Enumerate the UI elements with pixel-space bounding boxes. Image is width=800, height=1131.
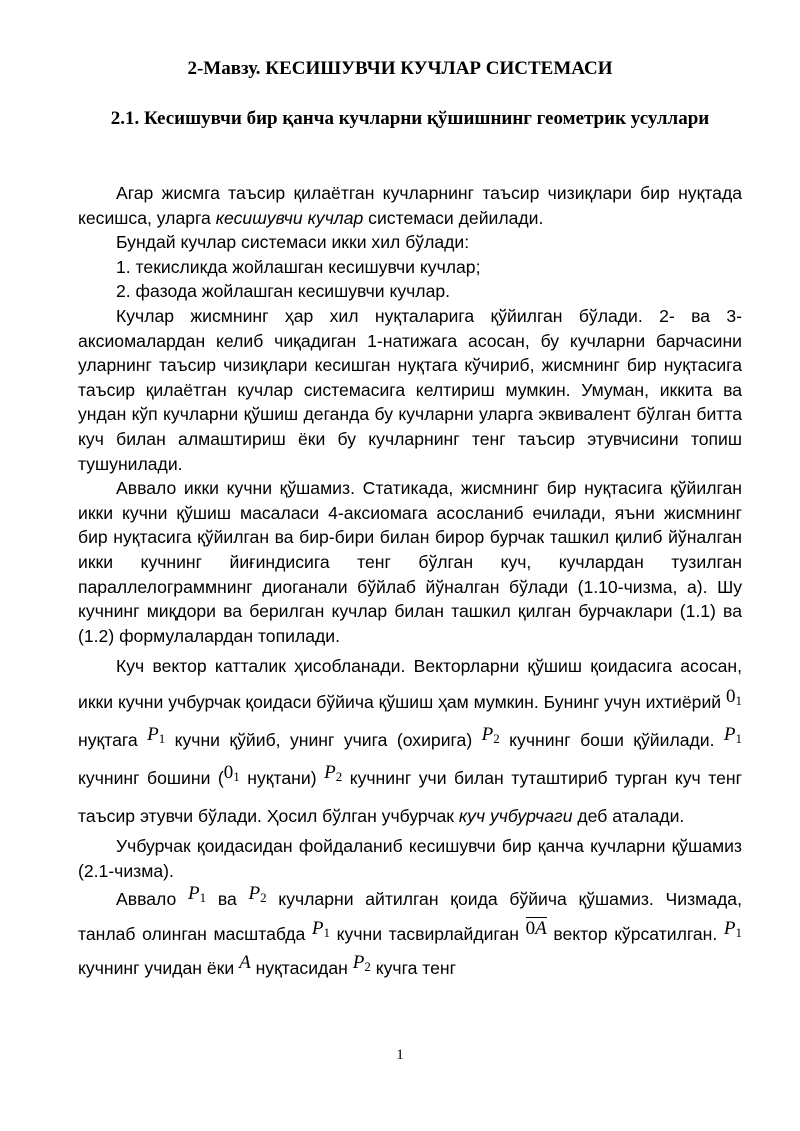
paragraph-triangle-rule [78, 648, 742, 834]
text-run: системаси дейилади. [363, 207, 544, 228]
symbol-A: A [239, 952, 251, 974]
text-run: кучларни айтилган қоида бўйича қўшамиз. Чизмада, танлаб олинган масштабда [78, 889, 742, 944]
paragraph-first-step [78, 883, 742, 987]
list-item-planar: 1. текисликда жойлашган кесишувчи кучлар; [116, 256, 481, 277]
symbol-O1: 01 [223, 762, 240, 785]
text-run: ва [206, 889, 249, 910]
chapter-title: 2-Мавзу. КЕСИШУВЧИ КУЧЛАР СИСТЕМАСИ [187, 58, 613, 79]
symbol-P1: P1 [147, 724, 166, 747]
text-run: нуқтага [78, 730, 148, 751]
vector-0A: 0A [525, 917, 547, 939]
symbol-P1: P1 [723, 724, 743, 747]
symbol-P2: P2 [481, 724, 500, 747]
paragraph-multiple-forces: Учбурчак қоидасидан фойдаланиб кесишувчи бир қанча кучларни қўшамиз (2.1-чизма). [78, 836, 742, 881]
emphasis-term: кесишувчи кучлар [215, 207, 364, 228]
paragraph-types-intro: Бундай кучлар системаси икки хил бўлади: [116, 232, 470, 253]
text-run: Аввало [116, 889, 188, 910]
symbol-P1: P1 [187, 883, 207, 906]
text-run: кучни тасвирлайдиган [330, 923, 526, 944]
paragraph-two-forces: Аввало икки кучни қўшамиз. Статикада, жисмнинг бир нуқтасига қўйилган икки кучни қўшиш масаласи 4-аксиомага асосланиб ечилади, яъни жисмнинг бир нуқтасига қўйилган ва бир-бири билан бирор бурчак ташкил қилиб йўналган икки кучнинг йиғиндисига тенг бўлган куч, кучлардан тузилган параллелограммнинг диоганали бўйлаб йўналган бўлади (1.10-чизма, а). Шу кучнинг миқдори ва берилган кучлар билан ташкил қилган бурчаклари (1.1) ва (1.2) формулалардан топилади. [78, 478, 742, 646]
symbol-P2: P2 [248, 883, 267, 906]
text-run: Куч вектор катталик ҳисобланади. Векторларни қўшиш қоидасига асосан, икки кучни учбурчак қоидаси бўйича қўшиш ҳам мумкин. Бунинг учун ихтиёрий [78, 656, 742, 713]
text-run: вектор кўрсатилган. [546, 923, 724, 944]
text-run: кучнинг боши қўйилади. [499, 730, 724, 751]
body-text [78, 181, 742, 987]
text-run: нуқтасидан [250, 958, 353, 979]
page-number: 1 [396, 1047, 404, 1063]
symbol-P1: P1 [311, 917, 330, 940]
text-run: кучнинг бошини ( [78, 768, 224, 789]
list-item-spatial: 2. фазода жойлашган кесишувчи кучлар. [116, 281, 451, 302]
symbol-P2: P2 [324, 762, 343, 785]
text-run: кучнинг учидан ёки [78, 958, 240, 979]
emphasis-term: куч учбурчаги [458, 806, 573, 827]
text-run: кучнинг учи билан туташтириб турган куч тенг таъсир этувчи бўлади. Ҳосил бўлган учбурчак [78, 768, 742, 827]
text-run: кучга тенг [370, 958, 457, 979]
symbol-P2: P2 [352, 952, 371, 975]
paragraph-definition [78, 181, 742, 230]
paragraph-reduction: Кучлар жисмнинг ҳар хил нуқталарига қўйилган бўлади. 2- ва 3-аксиомалардан келиб чиқадиган 1-натижага асосан, бу кучларни барчасини уларнинг таъсир чизиқлари кесишган нуқтага кўчириб, жисмнинг бир нуқтасига таъсир қилаётган кучлар системасига келтириш мумкин. Умуман, иккита ва ундан кўп кучларни қўшиш деганда бу кучларни уларга эквивалент бўлган битта куч билан алмаштириш ёки бу кучларнинг тенг таъсир этувчисини топиш тушунилади. [78, 305, 742, 474]
symbol-O1: 01 [726, 686, 742, 709]
section-title: 2.1. Кесишувчи бир қанча кучларни қўшишнинг геометрик усуллари [110, 108, 710, 129]
text-run: Агар жисмга таъсир қилаётган кучларнинг таъсир чизиқлари бир нуқтада кесишса, уларга [78, 183, 742, 228]
text-run: деб аталади. [572, 806, 685, 827]
text-run: кучни қўйиб, унинг учига (охирига) [165, 730, 482, 751]
text-run: нуқтани) [239, 768, 325, 789]
symbol-P1: P1 [723, 917, 742, 940]
